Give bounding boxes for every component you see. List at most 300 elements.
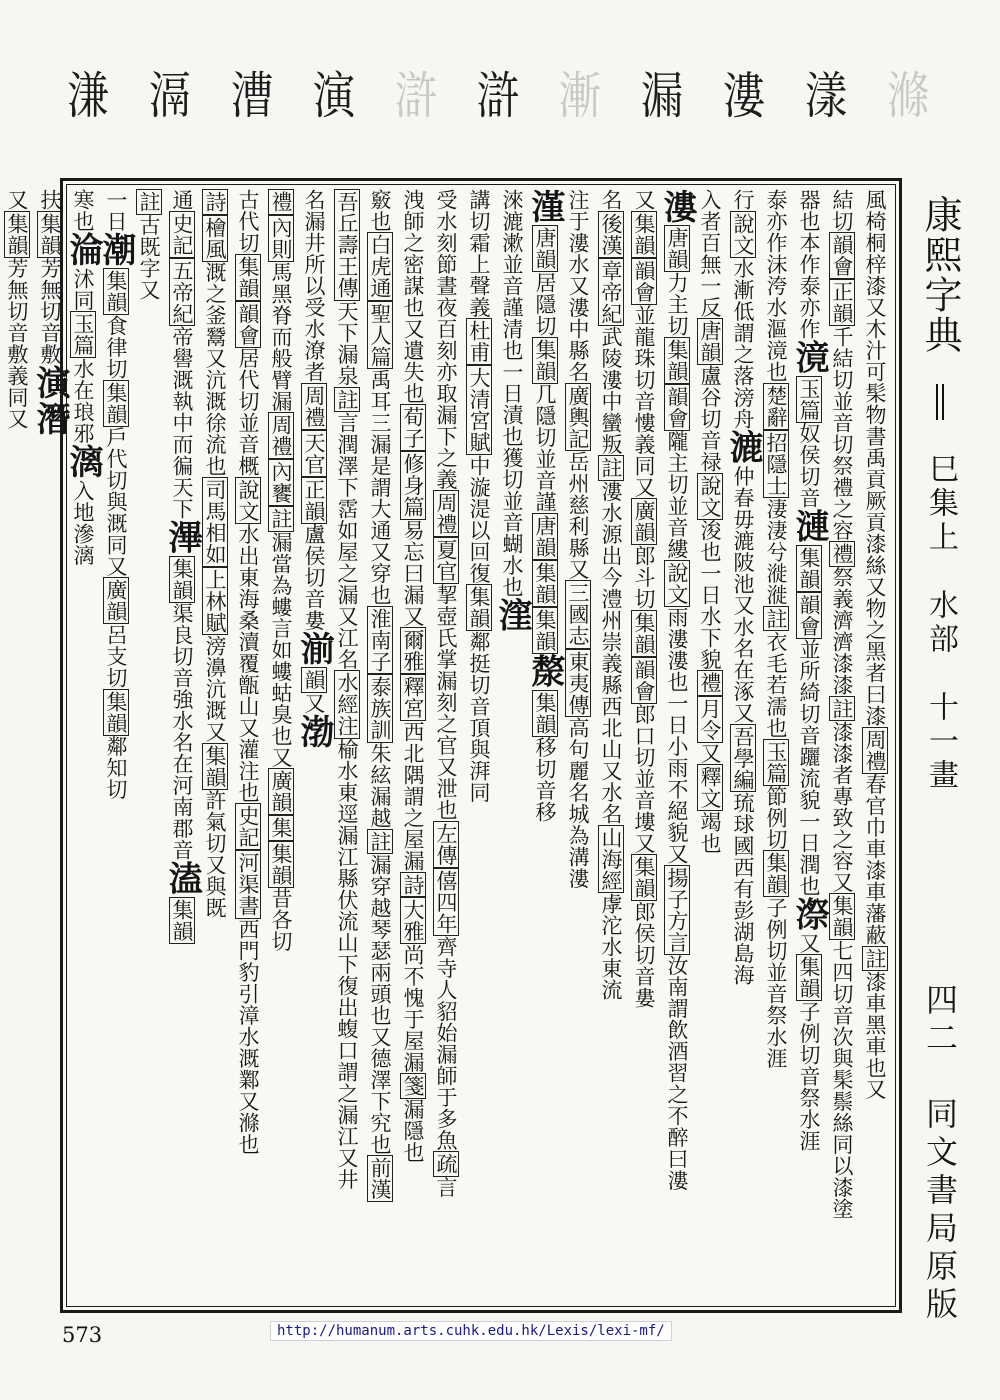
source-citation: 周禮 — [302, 384, 326, 428]
definition-text: 移切音移 — [533, 736, 557, 823]
text-column — [30, 189, 70, 1302]
definition-text: 又 — [401, 605, 425, 627]
definition-text: 郎斗切 — [632, 545, 656, 610]
source-citation: 集韻 — [533, 561, 557, 605]
definition-text: 居隱切 — [533, 272, 557, 337]
source-citation: 玉篇 — [797, 377, 821, 421]
source-citation: 韻會 — [797, 593, 821, 637]
source-citation: 水經注 — [335, 672, 359, 737]
definition-text: 虖沱水東流 — [599, 893, 623, 1001]
definition-text: 盧侯切音婁 — [302, 523, 326, 631]
definition-text: 子例切音祭水涯 — [797, 1001, 821, 1152]
definition-text: 器也本作 — [797, 189, 821, 275]
definition-text: 洩師之密謀也 — [401, 189, 425, 318]
source-citation: 韻會 — [632, 259, 656, 303]
definition-text: 祭義濟濟漆漆 — [830, 566, 854, 696]
definition-text: 又遺失也 — [401, 318, 425, 404]
source-citation: 玉篇 — [71, 313, 95, 356]
source-citation: 大清宮賦 — [467, 367, 491, 453]
definition-text: 漏隱也 — [401, 1098, 425, 1163]
source-citation: 註 — [863, 947, 887, 969]
source-citation: 三國志 — [566, 582, 590, 647]
seal-glyph: 漕 — [230, 67, 274, 125]
definition-text: 尚不愧于屋漏 — [401, 944, 425, 1073]
definition-text: 挈壺氏掌漏刻之官 — [434, 584, 458, 756]
definition-text: 浚也一日水下貌 — [698, 519, 722, 670]
definition-text: 言 — [434, 1176, 458, 1198]
section-label: 巳集上 水部 十一畫 — [923, 453, 958, 793]
definition-text: 竅也 — [368, 189, 392, 232]
text-column — [396, 189, 429, 1302]
definition-text: 漊水源出今澧州崇義縣西北山 — [599, 480, 623, 760]
definition-text: 淶漉漱 — [500, 189, 524, 254]
definition-text: 昔各切 — [269, 887, 293, 952]
definition-text: 漆車黑車也 — [863, 971, 887, 1079]
source-citation: 集韻 — [797, 956, 821, 999]
source-citation: 韻會 — [830, 234, 854, 277]
definition-text: 獲切並音蝴水也 — [500, 447, 524, 598]
text-column — [462, 189, 495, 1302]
headword: 漣 — [789, 508, 829, 545]
text-column — [693, 189, 726, 1302]
definition-text: 結切 — [830, 189, 854, 232]
source-citation: 註 — [830, 697, 854, 719]
text-column — [0, 189, 33, 1302]
source-citation: 前漢 — [368, 1157, 392, 1200]
definition-text: 又井 — [335, 1147, 359, 1190]
chinese-page-number: 四二 — [921, 983, 959, 1059]
definition-text: 水在琅邪 — [71, 358, 95, 444]
definition-text: 漏穿越琴瑟兩頭也 — [368, 854, 392, 1026]
headword: 漌 — [525, 189, 565, 225]
source-url-link[interactable]: http://humanum.arts.cuhk.edu.hk/Lexis/lexi-mf/ — [270, 1321, 672, 1341]
text-column — [492, 189, 532, 1302]
source-citation: 揚子方言 — [665, 866, 689, 953]
text-column — [627, 189, 660, 1302]
text-column — [162, 189, 202, 1302]
source-citation: 箋 — [401, 1075, 425, 1097]
definition-text: 子例切並音祭水涯 — [764, 897, 788, 1069]
publisher-label — [910, 983, 970, 1325]
headword: 滰 — [789, 339, 829, 376]
source-citation: 章帝紀 — [599, 259, 623, 324]
definition-text: 鄰知切 — [104, 735, 128, 800]
source-citation: 五帝紀 — [170, 259, 194, 324]
definition-text: 受水刻節晝夜百刻 — [434, 189, 458, 361]
text-column — [825, 189, 858, 1302]
text-column — [264, 189, 297, 1302]
source-citation: 集韻 — [104, 381, 128, 425]
source-citation: 韻會 — [632, 658, 656, 702]
text-column — [294, 189, 334, 1302]
definition-text: 又 — [731, 702, 755, 724]
definition-text: 並所綺切音躧流貌一日潤也 — [797, 638, 821, 897]
seal-glyph: 溓 — [66, 67, 110, 125]
definition-text: 朱絃漏越 — [368, 742, 392, 829]
definition-text: 溉之釜鬵 — [203, 261, 227, 348]
definition-text: 寒也 — [71, 189, 95, 232]
definition-text: 又木汁可髤物書禹貢厥貢漆絲 — [863, 296, 887, 576]
definition-text: 芳無切音敷義同 — [5, 257, 29, 408]
definition-text: 音 — [170, 839, 194, 861]
definition-text: 水漸低謂之落滂舟 — [731, 257, 755, 430]
definition-text: 奴侯切音 — [797, 422, 821, 509]
definition-text: 並龍珠切音慺義同 — [632, 304, 656, 477]
text-column — [789, 189, 829, 1302]
definition-text: 食律切 — [104, 315, 128, 380]
definition-text: 又 — [203, 721, 227, 743]
source-citation: 大雅 — [401, 899, 425, 942]
definition-text: 又 — [863, 1078, 887, 1100]
seal-glyph: 漊 — [722, 67, 766, 125]
headword: 潮 — [96, 232, 136, 268]
definition-text: 春官巾車漆車藩蔽 — [863, 773, 887, 946]
source-citation: 集韻 — [269, 842, 293, 886]
headword: 漈 — [789, 896, 829, 933]
seal-glyph: 滌 — [886, 67, 930, 125]
definition-text: 易忘曰漏 — [401, 519, 425, 606]
definition-text: 又穿也 — [368, 541, 392, 606]
source-citation: 註 — [269, 508, 293, 530]
seal-glyph: 滸 — [394, 67, 438, 125]
text-column — [429, 189, 462, 1302]
definition-text: 節例切 — [764, 785, 788, 850]
source-citation: 唐韻 — [533, 514, 557, 558]
definition-text: 名漏井所以受水潦者 — [302, 189, 326, 383]
definition-text: 又 — [5, 189, 29, 211]
definition-text: 灌注也 — [236, 738, 260, 803]
definition-text: 風椅桐梓漆 — [863, 189, 887, 297]
definition-text: 又 — [632, 189, 656, 211]
source-citation: 釋文 — [698, 766, 722, 809]
source-citation: 史記 — [236, 805, 260, 848]
definition-text: 又 — [137, 279, 161, 301]
seal-script-header — [58, 42, 938, 142]
definition-text: 並音謹清也一日漬也 — [500, 253, 524, 447]
headword: 滭 — [162, 519, 202, 556]
definition-text: 注于漊水 — [566, 189, 590, 275]
definition-text: 天下漏泉 — [335, 300, 359, 387]
source-citation: 內則 — [269, 216, 293, 260]
definition-text: 竭也 — [698, 811, 722, 854]
definition-text: 琉球國西有彭湖島海 — [731, 792, 755, 986]
source-citation: 集韻 — [665, 338, 689, 382]
seal-glyph: 滸 — [476, 67, 520, 125]
source-citation: 正韻 — [830, 281, 854, 324]
source-citation: 泰族訓 — [368, 676, 392, 741]
definition-text: 力主切 — [665, 272, 689, 337]
text-column — [231, 189, 264, 1302]
headword: 漓 — [63, 444, 103, 480]
definition-text: 又 — [302, 692, 326, 714]
source-citation: 廣輿記 — [566, 384, 590, 449]
source-citation: 荀子 — [401, 406, 425, 449]
source-citation: 東夷傳 — [566, 650, 590, 715]
source-citation: 修身篇 — [401, 453, 425, 518]
definition-text: 又 — [269, 746, 293, 768]
definition-text: 千結切並音切祭禮之容 — [830, 326, 854, 541]
definition-text: 淒淒兮漇漇 — [764, 498, 788, 606]
definition-text: 齊寺人貂始漏師于多魚 — [434, 936, 458, 1151]
source-citation: 集韻 — [170, 898, 194, 942]
definition-text: 泰亦作沫 — [764, 189, 788, 275]
source-citation: 註 — [599, 457, 623, 479]
definition-text: 又 — [236, 717, 260, 739]
source-citation: 杜甫 — [467, 320, 491, 363]
text-column — [132, 189, 165, 1302]
definition-text: 馬黑脊而般臂漏 — [269, 261, 293, 412]
source-citation: 爾雅 — [401, 629, 425, 672]
source-citation: 檜風 — [203, 216, 227, 260]
headword: 淪 — [63, 232, 103, 268]
text-column — [858, 189, 891, 1302]
definition-text: 沭同 — [71, 268, 95, 311]
definition-text: 又 — [203, 854, 227, 876]
headword: 漊 — [657, 189, 697, 225]
text-column — [198, 189, 231, 1302]
text-column — [561, 189, 594, 1302]
source-citation: 後漢 — [599, 212, 623, 256]
definition-text: 渠良切音強水名在河南郡 — [170, 602, 194, 839]
source-citation: 集韻 — [797, 546, 821, 590]
source-citation: 釋宮 — [401, 676, 425, 719]
definition-text: 又 — [632, 476, 656, 498]
definition-text: 古代切 — [236, 189, 260, 254]
definition-text: 岳州慈利縣 — [566, 451, 590, 559]
source-citation: 山海經 — [599, 826, 623, 891]
definition-text: 禹耳三漏是謂大通 — [368, 369, 392, 541]
source-citation: 集韻 — [632, 212, 656, 256]
definition-text: 言潤澤下霑如屋之漏 — [335, 412, 359, 606]
source-citation: 河渠書 — [236, 852, 260, 917]
source-citation: 韻 — [302, 669, 326, 691]
definition-text: 帝嚳溉執中而徧天下 — [170, 326, 194, 520]
source-citation: 月令 — [698, 697, 722, 741]
source-citation: 集韻 — [632, 856, 656, 899]
definition-text: 武陵漊中蠻叛 — [599, 326, 623, 455]
definition-text: 又 — [698, 742, 722, 764]
source-citation: 說文 — [698, 474, 722, 518]
definition-text: 滂濞沆溉 — [203, 635, 227, 721]
definition-text: 入地 — [71, 480, 95, 523]
source-citation: 唐韻 — [533, 227, 557, 270]
seal-glyph: 滆 — [148, 67, 192, 125]
source-citation: 集韻 — [632, 611, 656, 655]
source-citation: 正韻 — [302, 478, 326, 522]
source-citation: 註 — [137, 191, 161, 213]
definition-text: 通 — [170, 189, 194, 211]
headword: 漦 — [525, 653, 565, 690]
page-margin-caption — [910, 195, 970, 1325]
headword: 漉 — [723, 429, 763, 466]
source-citation: 廣韻 — [269, 770, 293, 813]
definition-text: 古既字 — [137, 214, 161, 279]
source-citation: 集韻 — [830, 895, 854, 938]
definition-text: 又江名 — [335, 605, 359, 670]
source-citation: 左傳 — [434, 822, 458, 866]
page-number: 573 — [62, 1323, 103, 1347]
definition-text: 汝南謂飲酒習之不醉曰漊 — [665, 954, 689, 1191]
source-citation: 夏官 — [434, 539, 458, 582]
definition-text: 一日 — [104, 189, 128, 232]
definition-text: 郎侯切音婁 — [632, 901, 656, 1009]
text-column — [657, 189, 697, 1302]
source-citation: 詩 — [203, 191, 227, 213]
definition-text: 郎口切並音塿 — [632, 703, 656, 833]
definition-text: 入者百無一反 — [698, 189, 722, 318]
definition-text: 榆水東逕漏江縣伏流山下復出蝮口謂之漏江 — [335, 738, 359, 1147]
source-citation: 玉篇 — [764, 740, 788, 784]
source-citation: 註 — [764, 607, 788, 629]
publisher-name: 同文書局原版 — [921, 1097, 959, 1325]
headword: 演 — [30, 365, 70, 401]
source-citation: 周禮 — [434, 492, 458, 535]
definition-text: 泰亦作 — [797, 275, 821, 340]
definition-text: 又泄也 — [434, 756, 458, 821]
source-citation: 聖人篇 — [368, 302, 392, 367]
headword: 溘 — [162, 860, 202, 897]
definition-text: 居代切並音概 — [236, 347, 260, 477]
source-citation: 唐韻 — [698, 320, 722, 363]
source-citation: 集韻 — [104, 690, 128, 734]
definition-text: 又沆溉徐流也 — [203, 347, 227, 477]
text-column — [96, 189, 136, 1302]
definition-text: 講切 — [467, 189, 491, 232]
definition-text: 行 — [731, 189, 755, 211]
definition-text: 又漊中縣名 — [566, 275, 590, 383]
definition-text: 又 — [830, 871, 854, 893]
source-citation: 吾丘壽王傳 — [335, 191, 359, 299]
source-citation: 廣韻 — [104, 579, 128, 622]
definition-text: 許氣切 — [203, 789, 227, 854]
source-citation: 僖四年 — [434, 869, 458, 934]
source-citation: 廣韻 — [632, 500, 656, 543]
seal-glyph: 漸 — [558, 67, 602, 125]
definition-text: 鄰挺切音頂與湃同 — [467, 631, 491, 803]
source-citation: 禮 — [269, 191, 293, 213]
definition-text: 中漩湜以回復 — [467, 455, 491, 584]
source-citation: 註 — [368, 830, 392, 852]
source-citation: 說文 — [731, 212, 755, 256]
source-citation: 集韻 — [467, 586, 491, 629]
source-citation: 詩 — [401, 873, 425, 895]
definition-text: 盧谷切音禄 — [698, 365, 722, 473]
text-column — [330, 189, 363, 1302]
text-column — [363, 189, 396, 1302]
source-citation: 唐韻 — [665, 227, 689, 270]
definition-text: 扶 — [38, 189, 62, 211]
headword: 潛 — [30, 401, 70, 437]
source-citation: 註 — [335, 388, 359, 410]
definition-text: 呂支切 — [104, 624, 128, 689]
definition-text: 既 — [203, 897, 227, 919]
source-citation: 韻會 — [665, 385, 689, 429]
definition-text: 又 — [566, 558, 590, 580]
definition-text: 亦取漏下之義 — [434, 361, 458, 490]
definition-text: 仲春毋漉陂池 — [731, 465, 755, 595]
definition-text: 芳無切音敷 — [38, 257, 62, 365]
definition-text: 又水名 — [599, 760, 623, 825]
source-citation: 楚辭 — [764, 384, 788, 428]
dictionary-text-columns — [5, 189, 891, 1302]
definition-text: 又 — [665, 843, 689, 865]
definition-text: 西門豹引漳水溉鄴 — [236, 918, 260, 1091]
source-citation: 集韻 — [533, 691, 557, 735]
definition-text: 雨漊漊也一日小雨不絕貌 — [665, 606, 689, 843]
source-citation: 集韻 — [203, 744, 227, 788]
definition-text: 隴主切並音縷 — [665, 430, 689, 560]
definition-text: 又 — [104, 555, 128, 577]
definition-text: 漏當為螻言如螻蛄臭也 — [269, 531, 293, 747]
source-citation: 韻會 — [236, 302, 260, 346]
source-citation: 禮 — [830, 543, 854, 565]
definition-text: 名 — [599, 189, 623, 211]
source-citation: 司馬相如 — [203, 478, 227, 565]
seal-glyph: 演 — [312, 67, 356, 125]
source-citation: 集韻 — [104, 270, 128, 313]
text-column — [63, 189, 103, 1302]
definition-text: 衣毛若濡也 — [764, 631, 788, 739]
source-citation: 上林賦 — [203, 568, 227, 633]
source-citation: 吾學編 — [731, 725, 755, 790]
definition-text: 又 — [632, 832, 656, 854]
source-citation: 天官 — [302, 431, 326, 475]
source-citation: 集韻 — [533, 608, 557, 652]
title-rule — [936, 384, 944, 420]
source-citation: 說文 — [665, 561, 689, 605]
source-citation: 淮南子 — [368, 607, 392, 672]
definition-text: 西北隅謂之屋漏 — [401, 721, 425, 872]
source-citation: 內饔 — [269, 461, 293, 504]
definition-text: 滲漓 — [71, 523, 95, 566]
definition-text: 又 — [797, 932, 821, 954]
definition-text: 七四切音次與髤鬃絲同以漆塗 — [830, 940, 854, 1220]
source-citation: 禮 — [698, 672, 722, 694]
text-column — [594, 189, 627, 1302]
source-citation: 集 — [269, 817, 293, 839]
dictionary-title: 康熙字典 — [918, 195, 962, 355]
definition-text: 霜上聲義 — [467, 232, 491, 318]
source-citation: 周禮 — [269, 414, 293, 457]
definition-text: 水出東海桑瀆覆甑山 — [236, 523, 260, 717]
definition-text: 几隱切並音謹 — [533, 383, 557, 513]
definition-text: 漆漆者專致之容 — [830, 721, 854, 872]
definition-text: 又 — [5, 408, 29, 430]
source-citation: 集韻 — [170, 557, 194, 601]
seal-glyph: 漏 — [640, 67, 684, 125]
definition-text: 又德澤下究也 — [368, 1026, 392, 1155]
source-citation: 集韻 — [5, 212, 29, 256]
definition-text: 又物之黑者曰漆 — [863, 576, 887, 727]
source-citation: 說文 — [236, 478, 260, 522]
seal-glyph: 漾 — [804, 67, 848, 125]
source-citation: 集韻 — [236, 255, 260, 299]
headword: 渤 — [294, 714, 334, 750]
definition-text: 高句麗名城為溝漊 — [566, 717, 590, 889]
definition-text: 戶代切與溉同 — [104, 426, 128, 556]
definition-text: 又滌也 — [236, 1090, 260, 1155]
source-citation: 集韻 — [764, 852, 788, 895]
definition-text: 又水名在涿 — [731, 594, 755, 702]
source-citation: 疏 — [434, 1153, 458, 1175]
headword: 湔 — [294, 631, 334, 667]
text-column — [759, 189, 792, 1302]
source-citation: 集韻 — [38, 212, 62, 256]
source-citation: 集韻 — [533, 338, 557, 382]
definition-text: 與 — [203, 875, 227, 897]
headword: 漥 — [492, 597, 532, 634]
source-citation: 招隱士 — [764, 431, 788, 496]
